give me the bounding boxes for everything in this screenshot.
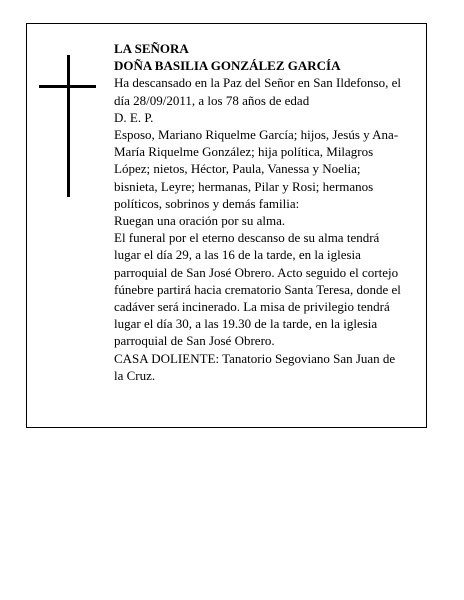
cross-vertical-bar bbox=[67, 55, 70, 197]
notice-line: políticos, sobrinos y demás familia: bbox=[114, 195, 300, 211]
notice-line: María Riquelme González; hija política, Milagros bbox=[114, 144, 374, 160]
notice-line: lugar el día 30, a las 19.30 de la tarde, en la iglesia bbox=[114, 316, 378, 332]
notice-heading-title: LA SEÑORA bbox=[114, 41, 189, 56]
notice-line: López; nietos, Héctor, Paula, Vanessa y Noelia; bbox=[114, 161, 361, 177]
notice-line: lugar el día 29, a las 16 de la tarde, en la iglesia bbox=[114, 247, 361, 263]
notice-line: Ha descansado en la Paz del Señor en San Ildefonso, el bbox=[114, 75, 401, 91]
notice-line: cadáver será incinerado. La misa de privilegio tendrá bbox=[114, 299, 390, 315]
notice-line: bisnieta, Leyre; hermanas, Pilar y Rosi; hermanos bbox=[114, 178, 374, 194]
notice-line: Ruegan una oración por su alma. bbox=[114, 213, 286, 229]
notice-line: El funeral por el eterno descanso de su alma tendrá bbox=[114, 230, 380, 246]
notice-line: día 28/09/2011, a los 78 años de edad bbox=[114, 92, 310, 108]
notice-line: CASA DOLIENTE: Tanatorio Segoviano San Juan de bbox=[114, 350, 396, 366]
deceased-name: DOÑA BASILIA GONZÁLEZ GARCÍA bbox=[114, 58, 341, 74]
cross-horizontal-bar bbox=[39, 85, 96, 88]
obituary-text bbox=[114, 40, 417, 384]
notice-line: la Cruz. bbox=[114, 367, 156, 383]
notice-line: Esposo, Mariano Riquelme García; hijos, Jesús y Ana- bbox=[114, 127, 399, 143]
notice-line: fúnebre partirá hacia crematorio Santa Teresa, donde el bbox=[114, 281, 401, 297]
notice-line: parroquial de San José Obrero. Acto seguido el cortejo bbox=[114, 264, 399, 280]
obituary-notice bbox=[26, 23, 427, 428]
notice-line: D. E. P. bbox=[114, 109, 154, 125]
notice-line: parroquial de San José Obrero. bbox=[114, 333, 275, 349]
